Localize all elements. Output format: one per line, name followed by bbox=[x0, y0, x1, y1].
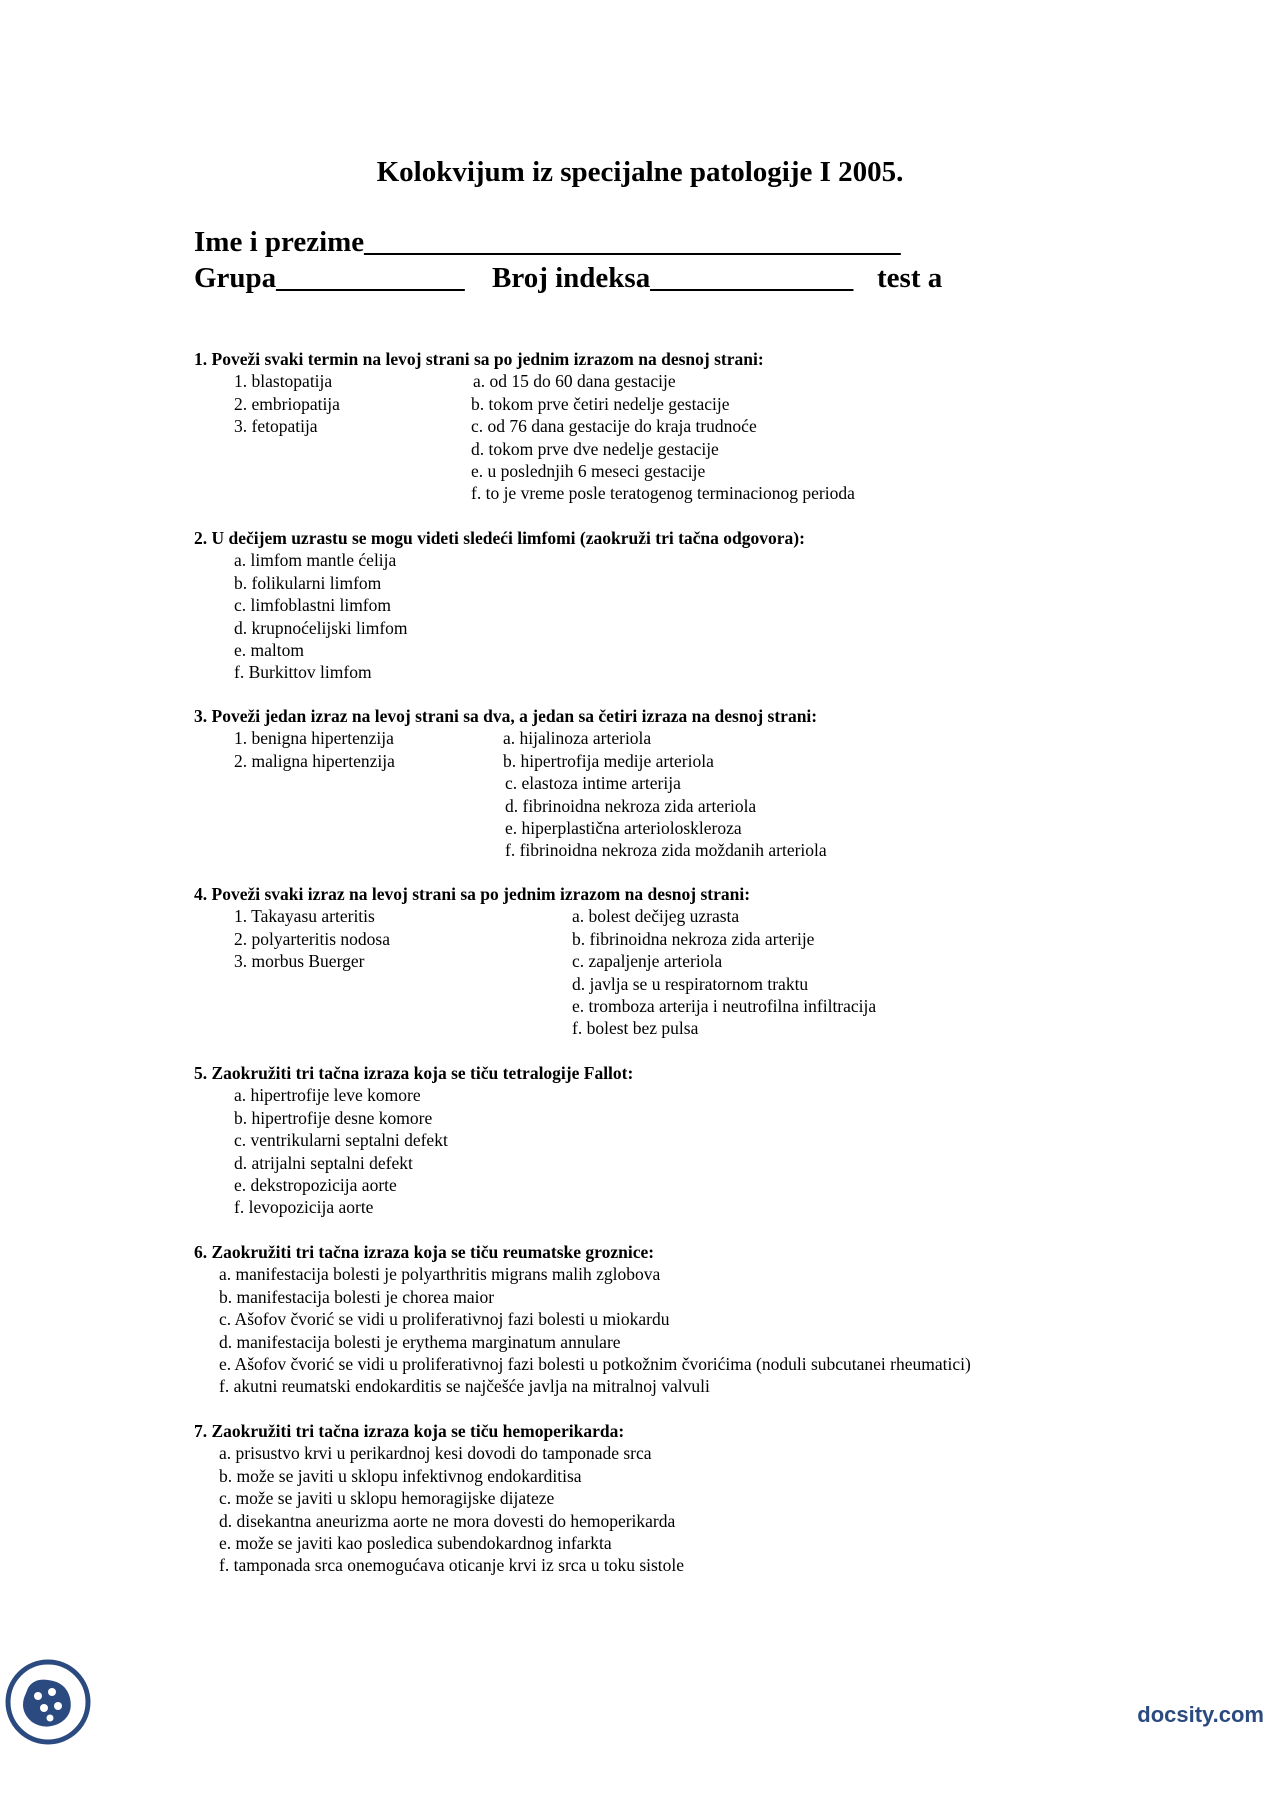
name-line: Ime i prezime_____________________________________ bbox=[194, 226, 901, 258]
q4-left-3: 3. morbus Buerger bbox=[234, 951, 365, 972]
q7-option-c: c. može se javiti u sklopu hemoragijske dijateze bbox=[219, 1488, 555, 1509]
question-3-heading: 3. Poveži jedan izraz na levoj strani sa dva, a jedan sa četiri izraza na desnoj strani: bbox=[194, 706, 818, 726]
q4-right-e: e. tromboza arterija i neutrofilna infiltracija bbox=[572, 995, 877, 1016]
q4-left-1: 1. Takayasu arteritis bbox=[234, 906, 375, 927]
q7-option-e: e. može se javiti kao posledica subendokardnog infarkta bbox=[219, 1533, 612, 1554]
q4-right-f: f. bolest bez pulsa bbox=[572, 1018, 699, 1039]
docsity-brand-link[interactable]: docsity.com bbox=[1137, 1702, 1264, 1727]
q6-option-f: f. akutni reumatski endokarditis se najčešće javlja na mitralnoj valvuli bbox=[219, 1376, 710, 1397]
q5-option-a: a. hipertrofije leve komore bbox=[234, 1085, 421, 1106]
q2-option-c: c. limfoblastni limfom bbox=[234, 595, 391, 616]
q4-right-a: a. bolest dečijeg uzrasta bbox=[572, 906, 740, 927]
q1-left-3: 3. fetopatija bbox=[234, 416, 318, 437]
question-6 bbox=[194, 1241, 971, 1398]
q1-right-e: e. u poslednjih 6 meseci gestacije bbox=[471, 460, 706, 481]
q2-option-d: d. krupnoćelijski limfom bbox=[234, 617, 408, 638]
q2-option-b: b. folikularni limfom bbox=[234, 572, 382, 593]
q7-option-d: d. disekantna aneurizma aorte ne mora dovesti do hemoperikarda bbox=[219, 1510, 676, 1531]
q1-right-b: b. tokom prve četiri nedelje gestacije bbox=[471, 393, 730, 414]
docsity-logo-icon bbox=[4, 1658, 92, 1746]
question-6-heading: 6. Zaokružiti tri tačna izraza koja se tiču reumatske groznice: bbox=[194, 1242, 655, 1262]
q6-option-d: d. manifestacija bolesti je erythema marginatum annulare bbox=[219, 1331, 621, 1352]
question-4-heading: 4. Poveži svaki izraz na levoj strani sa po jednim izrazom na desnoj strani: bbox=[194, 884, 751, 904]
q6-option-b: b. manifestacija bolesti je chorea maior bbox=[219, 1286, 495, 1307]
q1-right-c: c. od 76 dana gestacije do kraja trudnoće bbox=[471, 416, 757, 437]
test-variant: test a bbox=[877, 262, 943, 294]
index-field: Broj indeksa______________ bbox=[492, 262, 854, 294]
q1-right-a: a. od 15 do 60 dana gestacije bbox=[473, 371, 676, 392]
q2-option-f: f. Burkittov limfom bbox=[234, 662, 372, 683]
q5-option-c: c. ventrikularni septalni defekt bbox=[234, 1130, 448, 1151]
q1-left-2: 2. embriopatija bbox=[234, 393, 340, 414]
q4-right-c: c. zapaljenje arteriola bbox=[572, 951, 723, 972]
group-line bbox=[194, 262, 943, 295]
question-2 bbox=[194, 527, 805, 684]
question-1-heading: 1. Poveži svaki termin na levoj strani sa po jednim izrazom na desnoj strani: bbox=[194, 349, 764, 369]
q5-option-b: b. hipertrofije desne komore bbox=[234, 1107, 433, 1128]
question-4 bbox=[194, 883, 877, 1040]
q7-option-f: f. tamponada srca onemogućava oticanje krvi iz srca u toku sistole bbox=[219, 1555, 685, 1576]
q1-left-1: 1. blastopatija bbox=[234, 371, 333, 392]
page-title: Kolokvijum iz specijalne patologije I 2005. bbox=[376, 156, 904, 188]
q3-right-a: a. hijalinoza arteriola bbox=[503, 728, 652, 749]
group-field: Grupa_____________ bbox=[194, 262, 465, 294]
q7-option-b: b. može se javiti u sklopu infektivnog endokarditisa bbox=[219, 1465, 582, 1486]
q1-right-d: d. tokom prve dve nedelje gestacije bbox=[471, 438, 719, 459]
q6-option-a: a. manifestacija bolesti je polyarthritis migrans malih zglobova bbox=[219, 1264, 661, 1285]
q4-right-b: b. fibrinoidna nekroza zida arterije bbox=[572, 928, 815, 949]
q2-option-e: e. maltom bbox=[234, 640, 304, 661]
question-7-heading: 7. Zaokružiti tri tačna izraza koja se tiču hemoperikarda: bbox=[194, 1421, 625, 1441]
q5-option-d: d. atrijalni septalni defekt bbox=[234, 1152, 413, 1173]
q2-option-a: a. limfom mantle ćelija bbox=[234, 550, 397, 571]
q3-right-c: c. elastoza intime arterija bbox=[505, 773, 681, 794]
question-5-heading: 5. Zaokružiti tri tačna izraza koja se tiču tetralogije Fallot: bbox=[194, 1063, 634, 1083]
q6-option-c: c. Ašofov čvorić se vidi u proliferativnoj fazi bolesti u miokardu bbox=[219, 1309, 670, 1330]
q3-left-1: 1. benigna hipertenzija bbox=[234, 728, 394, 749]
q4-right-d: d. javlja se u respiratornom traktu bbox=[572, 973, 809, 994]
question-7 bbox=[194, 1420, 684, 1577]
question-1 bbox=[194, 348, 855, 505]
q5-option-e: e. dekstropozicija aorte bbox=[234, 1175, 397, 1196]
q4-left-2: 2. polyarteritis nodosa bbox=[234, 928, 391, 949]
question-3 bbox=[194, 705, 827, 862]
q3-left-2: 2. maligna hipertenzija bbox=[234, 750, 395, 771]
q3-right-b: b. hipertrofija medije arteriola bbox=[503, 750, 714, 771]
question-2-heading: 2. U dečijem uzrastu se mogu videti sledeći limfomi (zaokruži tri tačna odgovora): bbox=[194, 528, 805, 548]
q1-right-f: f. to je vreme posle teratogenog terminacionog perioda bbox=[471, 483, 855, 504]
q3-right-d: d. fibrinoidna nekroza zida arteriola bbox=[505, 795, 757, 816]
q3-right-e: e. hiperplastična arterioloskleroza bbox=[505, 817, 742, 838]
q6-option-e: e. Ašofov čvorić se vidi u proliferativnoj fazi bolesti u potkožnim čvorićima (noduli subcutanei rheumatici) bbox=[219, 1354, 971, 1375]
question-5 bbox=[194, 1062, 633, 1219]
q3-right-f: f. fibrinoidna nekroza zida moždanih arteriola bbox=[505, 840, 827, 861]
q5-option-f: f. levopozicija aorte bbox=[234, 1197, 374, 1218]
q7-option-a: a. prisustvo krvi u perikardnoj kesi dovodi do tamponade srca bbox=[219, 1443, 652, 1464]
